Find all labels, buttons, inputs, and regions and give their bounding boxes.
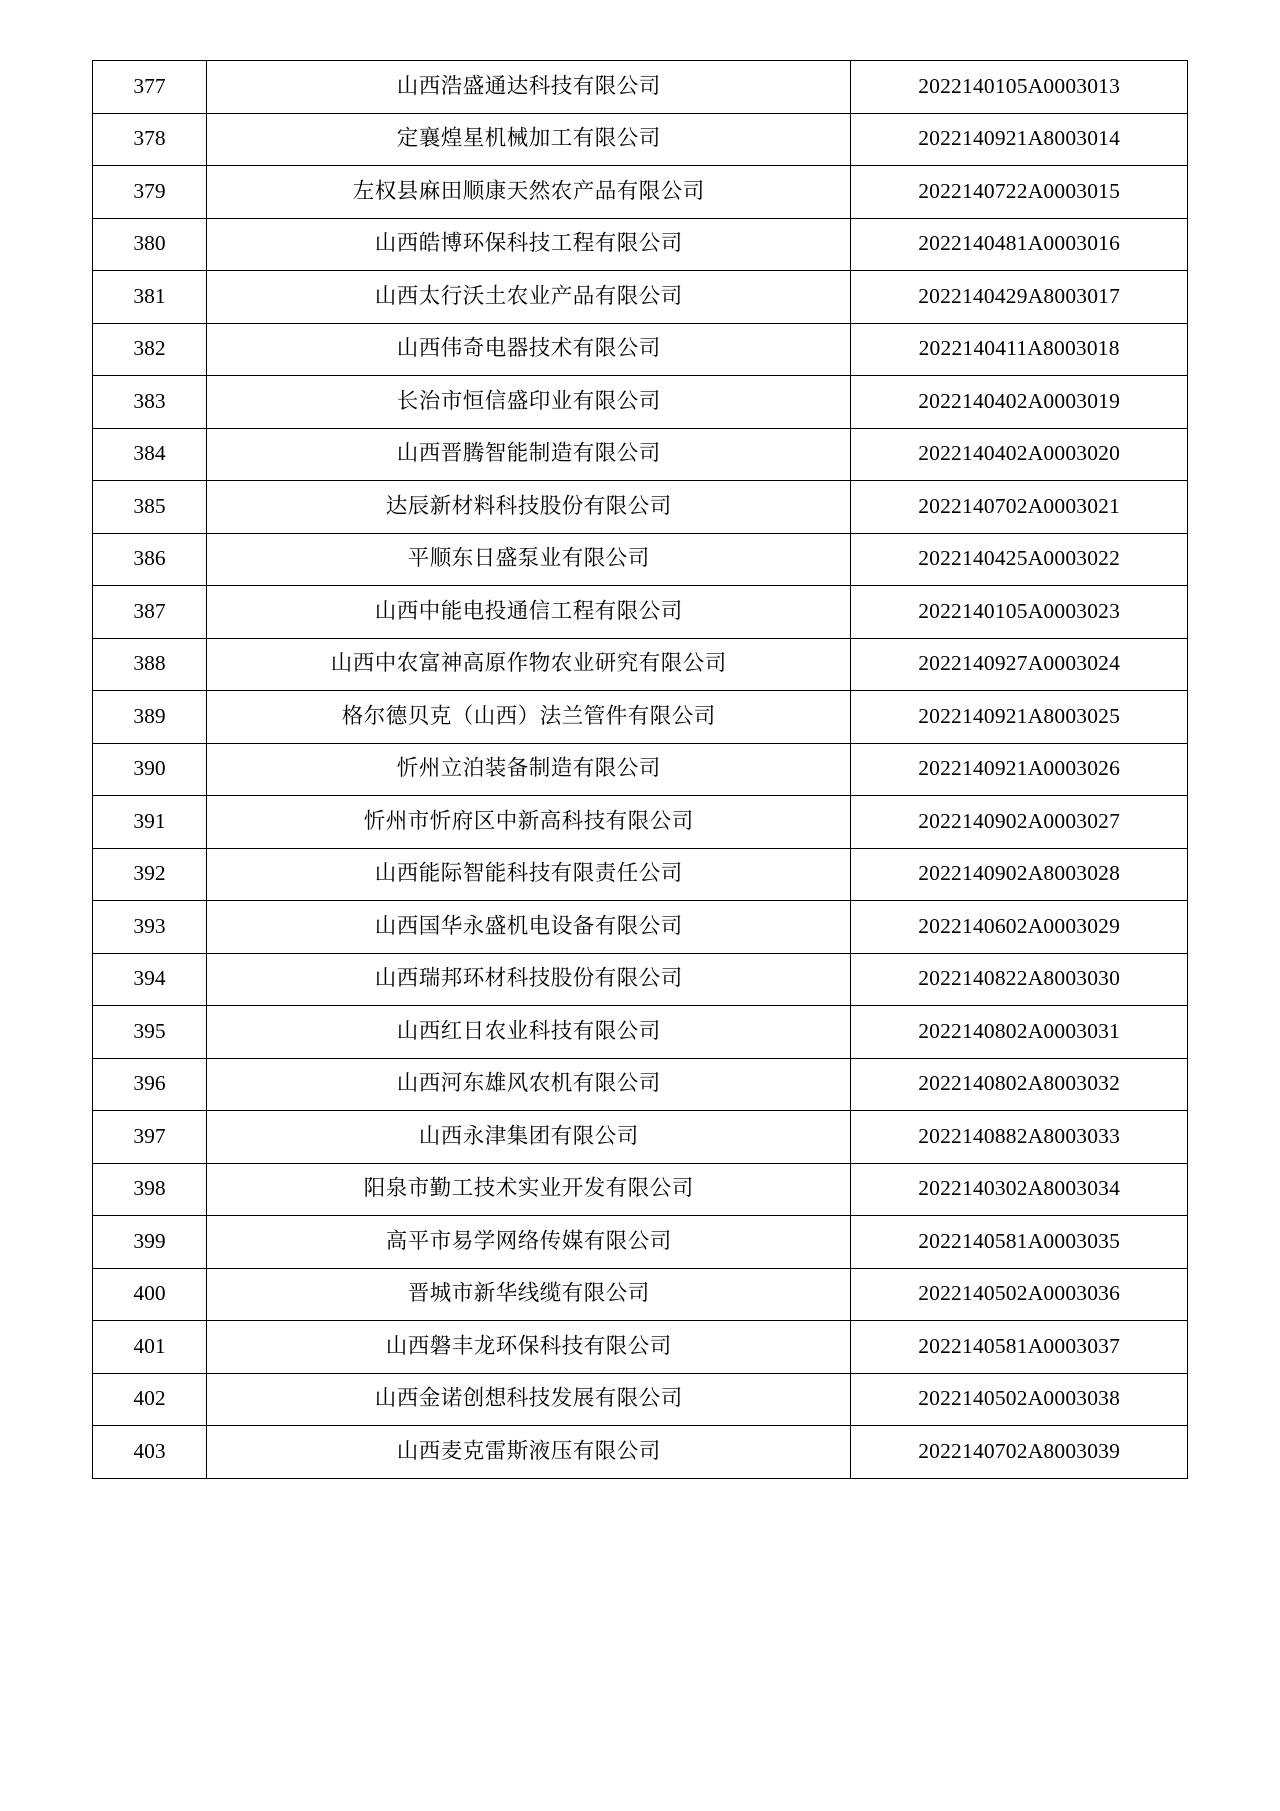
cell-registration-code: 2022140921A8003025 [851,691,1188,744]
cell-index: 386 [93,533,207,586]
table-row [93,1373,1188,1426]
cell-registration-code: 2022140921A0003026 [851,743,1188,796]
cell-registration-code: 2022140502A0003036 [851,1268,1188,1321]
cell-registration-code: 2022140411A8003018 [851,323,1188,376]
cell-index: 394 [93,953,207,1006]
cell-index: 377 [93,61,207,114]
cell-company-name: 长治市恒信盛印业有限公司 [207,376,851,429]
cell-registration-code: 2022140722A0003015 [851,166,1188,219]
cell-index: 382 [93,323,207,376]
cell-company-name: 定襄煌星机械加工有限公司 [207,113,851,166]
cell-registration-code: 2022140902A8003028 [851,848,1188,901]
cell-index: 402 [93,1373,207,1426]
cell-company-name: 高平市易学网络传媒有限公司 [207,1216,851,1269]
cell-company-name: 山西太行沃土农业产品有限公司 [207,271,851,324]
cell-registration-code: 2022140429A8003017 [851,271,1188,324]
cell-company-name: 忻州市忻府区中新高科技有限公司 [207,796,851,849]
table-row [93,1058,1188,1111]
cell-company-name: 山西麦克雷斯液压有限公司 [207,1426,851,1479]
cell-company-name: 山西金诺创想科技发展有限公司 [207,1373,851,1426]
cell-company-name: 左权县麻田顺康天然农产品有限公司 [207,166,851,219]
table-body [93,61,1188,1479]
cell-registration-code: 2022140481A0003016 [851,218,1188,271]
cell-registration-code: 2022140702A8003039 [851,1426,1188,1479]
table-row [93,1006,1188,1059]
cell-registration-code: 2022140602A0003029 [851,901,1188,954]
cell-index: 392 [93,848,207,901]
table-row [93,428,1188,481]
cell-index: 390 [93,743,207,796]
cell-company-name: 山西永津集团有限公司 [207,1111,851,1164]
table-row [93,113,1188,166]
cell-index: 400 [93,1268,207,1321]
cell-index: 387 [93,586,207,639]
table-row [93,271,1188,324]
cell-index: 401 [93,1321,207,1374]
table-row [93,1426,1188,1479]
cell-company-name: 山西伟奇电器技术有限公司 [207,323,851,376]
table-row [93,533,1188,586]
table-row [93,1321,1188,1374]
cell-company-name: 山西河东雄风农机有限公司 [207,1058,851,1111]
table-row [93,1163,1188,1216]
table-row [93,953,1188,1006]
cell-index: 396 [93,1058,207,1111]
cell-company-name: 阳泉市勤工技术实业开发有限公司 [207,1163,851,1216]
table-row [93,796,1188,849]
cell-company-name: 山西晋腾智能制造有限公司 [207,428,851,481]
cell-company-name: 格尔德贝克（山西）法兰管件有限公司 [207,691,851,744]
cell-company-name: 山西国华永盛机电设备有限公司 [207,901,851,954]
cell-registration-code: 2022140702A0003021 [851,481,1188,534]
cell-registration-code: 2022140105A0003013 [851,61,1188,114]
table-row [93,166,1188,219]
cell-registration-code: 2022140302A8003034 [851,1163,1188,1216]
cell-index: 397 [93,1111,207,1164]
cell-index: 388 [93,638,207,691]
cell-company-name: 山西中农富神高原作物农业研究有限公司 [207,638,851,691]
table-row [93,1216,1188,1269]
cell-index: 378 [93,113,207,166]
table-row [93,376,1188,429]
table-row [93,848,1188,901]
cell-registration-code: 2022140927A0003024 [851,638,1188,691]
cell-registration-code: 2022140902A0003027 [851,796,1188,849]
cell-index: 403 [93,1426,207,1479]
cell-registration-code: 2022140581A0003037 [851,1321,1188,1374]
table-row [93,323,1188,376]
cell-company-name: 山西磐丰龙环保科技有限公司 [207,1321,851,1374]
cell-index: 380 [93,218,207,271]
cell-index: 383 [93,376,207,429]
cell-registration-code: 2022140502A0003038 [851,1373,1188,1426]
table-row [93,638,1188,691]
cell-registration-code: 2022140822A8003030 [851,953,1188,1006]
cell-registration-code: 2022140425A0003022 [851,533,1188,586]
cell-registration-code: 2022140105A0003023 [851,586,1188,639]
cell-index: 385 [93,481,207,534]
cell-index: 393 [93,901,207,954]
cell-company-name: 平顺东日盛泵业有限公司 [207,533,851,586]
cell-company-name: 山西瑞邦环材科技股份有限公司 [207,953,851,1006]
cell-index: 384 [93,428,207,481]
table-row [93,743,1188,796]
cell-company-name: 山西皓博环保科技工程有限公司 [207,218,851,271]
cell-index: 379 [93,166,207,219]
table-row [93,586,1188,639]
table-row [93,901,1188,954]
cell-company-name: 达辰新材料科技股份有限公司 [207,481,851,534]
cell-company-name: 山西红日农业科技有限公司 [207,1006,851,1059]
cell-index: 398 [93,1163,207,1216]
table-row [93,1111,1188,1164]
cell-index: 399 [93,1216,207,1269]
cell-registration-code: 2022140402A0003019 [851,376,1188,429]
company-registration-table [92,60,1188,1479]
cell-registration-code: 2022140581A0003035 [851,1216,1188,1269]
cell-registration-code: 2022140402A0003020 [851,428,1188,481]
table-row [93,691,1188,744]
table-row [93,1268,1188,1321]
cell-index: 391 [93,796,207,849]
cell-company-name: 山西中能电投通信工程有限公司 [207,586,851,639]
cell-registration-code: 2022140802A8003032 [851,1058,1188,1111]
cell-registration-code: 2022140802A0003031 [851,1006,1188,1059]
cell-registration-code: 2022140882A8003033 [851,1111,1188,1164]
cell-company-name: 山西能际智能科技有限责任公司 [207,848,851,901]
table-row [93,61,1188,114]
cell-index: 395 [93,1006,207,1059]
cell-index: 389 [93,691,207,744]
table-row [93,218,1188,271]
cell-company-name: 晋城市新华线缆有限公司 [207,1268,851,1321]
table-row [93,481,1188,534]
cell-company-name: 忻州立泊装备制造有限公司 [207,743,851,796]
cell-registration-code: 2022140921A8003014 [851,113,1188,166]
cell-index: 381 [93,271,207,324]
cell-company-name: 山西浩盛通达科技有限公司 [207,61,851,114]
